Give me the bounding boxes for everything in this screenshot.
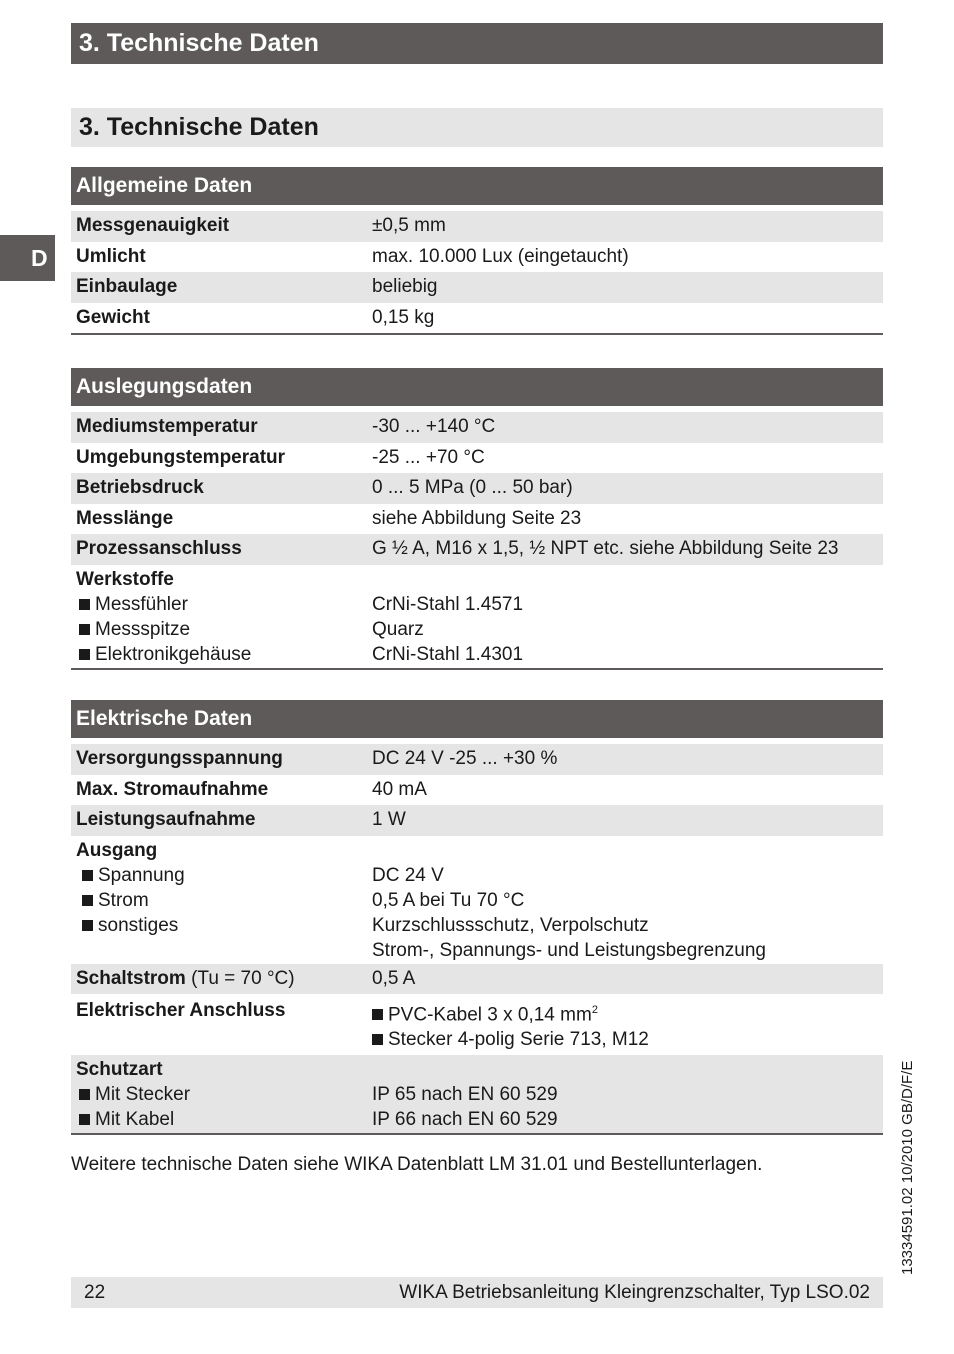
page-footer <box>71 1277 883 1308</box>
footer-title: WIKA Betriebsanleitung Kleingrenzschalter, Typ LSO.02 <box>399 1282 870 1303</box>
table-row <box>71 775 883 806</box>
sub-label: Spannung <box>98 864 185 886</box>
row-value: 0,15 kg <box>372 306 435 328</box>
row-value: CrNi-Stahl 1.4571 <box>372 593 524 615</box>
row-label: Max. Stromaufnahme <box>76 778 269 800</box>
table-row <box>71 964 883 995</box>
row-value: PVC-Kabel 3 x 0,14 mm <box>388 1004 592 1026</box>
language-tab: D <box>0 235 55 281</box>
row-label: Messgenauigkeit <box>76 215 230 236</box>
row-value: Quarz <box>372 618 424 640</box>
row-value: DC 24 V -25 ... +30 % <box>372 748 558 769</box>
table-row <box>71 744 883 775</box>
bullet-square-icon <box>79 624 90 635</box>
page-header-title: 3. Technische Daten <box>71 23 883 64</box>
superscript: 2 <box>591 1004 598 1016</box>
row-label: Messlänge <box>76 507 174 529</box>
section-heading: 3. Technische Daten <box>71 108 883 147</box>
table-row <box>71 303 883 334</box>
table-heading: Allgemeine Daten <box>71 167 883 205</box>
electrical-data-table <box>71 700 883 1135</box>
row-value: IP 66 nach EN 60 529 <box>372 1109 558 1131</box>
bullet-square-icon <box>79 649 90 660</box>
row-value: beliebig <box>372 276 438 297</box>
row-label: Leistungsaufnahme <box>76 809 256 830</box>
row-value: -30 ... +140 °C <box>372 416 496 437</box>
row-value: 0,5 A bei Tu 70 °C <box>372 889 525 911</box>
bullet-square-icon <box>82 870 93 881</box>
footnote: Weitere technische Daten siehe WIKA Datenblatt LM 31.01 und Bestellunterlagen. <box>71 1154 763 1175</box>
bullet-square-icon <box>82 895 93 906</box>
row-label: Werkstoffe <box>76 568 174 590</box>
row-value: G ½ A, M16 x 1,5, ½ NPT etc. siehe Abbildung Seite 23 <box>372 538 839 559</box>
general-data-table <box>71 167 883 335</box>
row-value: 40 mA <box>372 778 427 800</box>
row-label: Einbaulage <box>76 276 178 297</box>
sub-label: Strom <box>98 889 149 911</box>
row-value: Kurzschlussschutz, Verpolschutz <box>372 914 649 936</box>
table-row-materials <box>71 565 883 668</box>
row-value: 1 W <box>372 809 406 830</box>
sub-label: Elektronikgehäuse <box>95 643 252 665</box>
row-value: siehe Abbildung Seite 23 <box>372 507 582 529</box>
row-value: Strom-, Spannungs- und Leistungsbegrenzung <box>372 939 766 961</box>
row-label: Umgebungstemperatur <box>76 446 286 468</box>
table-row-protection <box>71 1055 883 1133</box>
sub-label: Mit Kabel <box>95 1109 175 1131</box>
row-label: Ausgang <box>76 839 158 861</box>
row-value: ±0,5 mm <box>372 215 446 236</box>
table-heading: Elektrische Daten <box>71 700 883 738</box>
bullet-square-icon <box>372 1034 383 1045</box>
design-data-table <box>71 368 883 670</box>
sub-label: Mit Stecker <box>95 1084 191 1106</box>
row-label: Umlicht <box>76 245 146 267</box>
sub-label: Messfühler <box>95 593 188 615</box>
bullet-square-icon <box>82 920 93 931</box>
bullet-square-icon <box>79 1114 90 1125</box>
row-label-suffix: (Tu = 70 °C) <box>191 967 295 989</box>
row-value: 0 ... 5 MPa (0 ... 50 bar) <box>372 477 573 498</box>
row-label: Gewicht <box>76 306 150 328</box>
document-number: 13334591.02 10/2010 GB/D/F/E <box>899 1060 916 1275</box>
row-value: Stecker 4-polig Serie 713, M12 <box>388 1029 649 1051</box>
table-row <box>71 473 883 504</box>
page-number: 22 <box>84 1282 106 1303</box>
table-row <box>71 272 883 303</box>
row-label: Schaltstrom <box>76 967 186 989</box>
bullet-square-icon <box>79 599 90 610</box>
row-value: max. 10.000 Lux (eingetaucht) <box>372 245 629 267</box>
sub-label: sonstiges <box>98 914 179 936</box>
row-label: Betriebsdruck <box>76 477 204 498</box>
table-row-connection <box>71 994 883 1055</box>
table-row <box>71 412 883 443</box>
table-row <box>71 242 883 273</box>
sub-label: Messspitze <box>95 618 191 640</box>
table-row <box>71 211 883 242</box>
row-value: IP 65 nach EN 60 529 <box>372 1084 558 1106</box>
row-label: Mediumstemperatur <box>76 416 258 437</box>
table-row <box>71 504 883 535</box>
row-value: -25 ... +70 °C <box>372 446 485 468</box>
bullet-square-icon <box>79 1089 90 1100</box>
row-label: Schutzart <box>76 1059 163 1081</box>
row-value: DC 24 V <box>372 864 444 886</box>
table-row <box>71 805 883 836</box>
row-label: Elektrischer Anschluss <box>76 1000 286 1021</box>
row-label: Prozessanschluss <box>76 538 242 559</box>
row-label: Versorgungsspannung <box>76 748 283 769</box>
row-value: 0,5 A <box>372 967 416 989</box>
row-value: CrNi-Stahl 1.4301 <box>372 643 524 665</box>
bullet-square-icon <box>372 1009 383 1020</box>
table-heading: Auslegungsdaten <box>71 368 883 406</box>
table-row-output <box>71 836 883 964</box>
table-row <box>71 534 883 565</box>
table-row <box>71 443 883 474</box>
